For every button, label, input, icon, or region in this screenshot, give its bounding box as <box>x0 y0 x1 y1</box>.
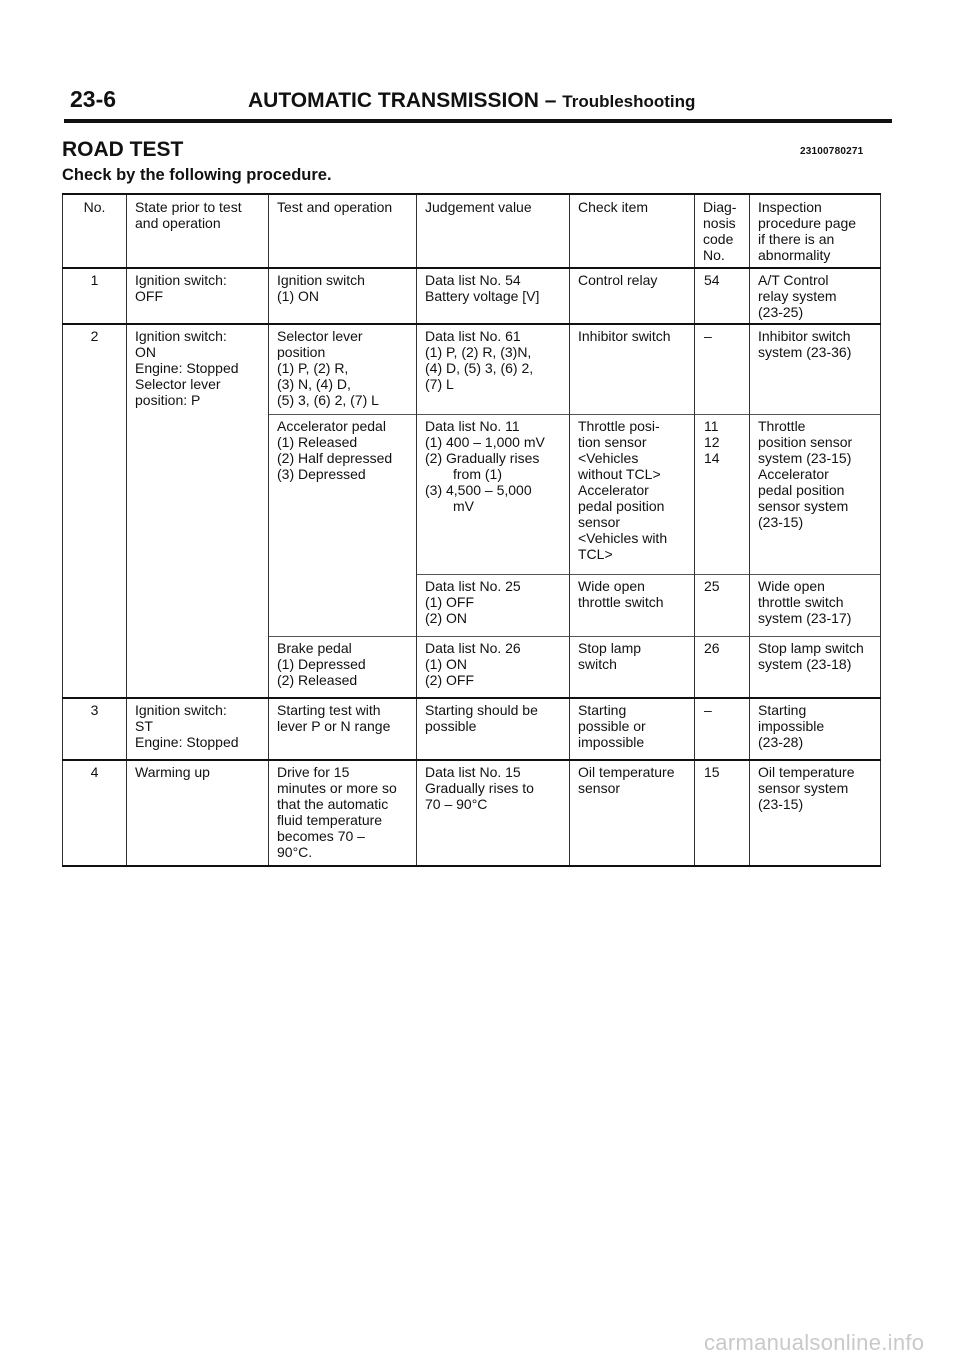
check-item-cell: Starting possible or impossible <box>570 698 695 760</box>
check-item-cell: Control relay <box>570 268 695 324</box>
inspection-cell: Wide open throttle switch system (23-17) <box>750 574 881 636</box>
road-test-table <box>62 193 881 867</box>
col-header-inspection: Inspection procedure page if there is an abnormality <box>750 194 881 268</box>
judgement-cell: Starting should be possible <box>417 698 570 760</box>
diagnosis-code-cell: 54 <box>695 268 750 324</box>
state-cell: Ignition switch: ON Engine: Stopped Selector lever position: P <box>127 324 269 698</box>
col-header-state: State prior to test and operation <box>127 194 269 268</box>
diagnosis-code-cell: 25 <box>695 574 750 636</box>
row-number: 3 <box>63 698 127 760</box>
check-item-cell: Stop lamp switch <box>570 636 695 698</box>
page-number: 23-6 <box>70 86 117 112</box>
diagnosis-code-cell: – <box>695 698 750 760</box>
inspection-cell: Inhibitor switch system (23-36) <box>750 324 881 414</box>
check-item-cell: Inhibitor switch <box>570 324 695 414</box>
subchapter-title: Troubleshooting <box>562 92 696 111</box>
test-cell: Brake pedal (1) Depressed (2) Released <box>269 636 417 698</box>
inspection-cell: Stop lamp switch system (23-18) <box>750 636 881 698</box>
site-watermark: carmanualsonline.info <box>704 1330 925 1355</box>
state-cell: Ignition switch: OFF <box>127 268 269 324</box>
col-header-judgement: Judgement value <box>417 194 570 268</box>
check-item-cell: Wide open throttle switch <box>570 574 695 636</box>
inspection-cell: Throttle position sensor system (23-15) Accelerator pedal position sensor system (23-15) <box>750 414 881 574</box>
test-cell: Selector lever position (1) P, (2) R, (3) N, (4) D, (5) 3, (6) 2, (7) L <box>269 324 417 414</box>
table-row <box>63 268 881 324</box>
test-cell: Ignition switch (1) ON <box>269 268 417 324</box>
col-header-no: No. <box>63 194 127 268</box>
diagnosis-code-cell: 15 <box>695 760 750 866</box>
table-row <box>63 760 881 866</box>
inspection-cell: Starting impossible (23-28) <box>750 698 881 760</box>
document-code: 23100780271 <box>800 146 864 157</box>
judgement-cell: Data list No. 25 (1) OFF (2) ON <box>417 574 570 636</box>
judgement-cell: Data list No. 26 (1) ON (2) OFF <box>417 636 570 698</box>
chapter-title: AUTOMATIC TRANSMISSION <box>248 89 539 112</box>
inspection-cell: Oil temperature sensor system (23-15) <box>750 760 881 866</box>
diagnosis-code-cell: – <box>695 324 750 414</box>
col-header-test: Test and operation <box>269 194 417 268</box>
judgement-cell: Data list No. 15 Gradually rises to 70 – 90°C <box>417 760 570 866</box>
row-number: 1 <box>63 268 127 324</box>
col-header-diagnosis-code: Diag- nosis code No. <box>695 194 750 268</box>
diagnosis-code-cell: 26 <box>695 636 750 698</box>
header-separator: – <box>544 89 557 112</box>
col-header-check-item: Check item <box>570 194 695 268</box>
table-row <box>63 698 881 760</box>
state-cell: Ignition switch: ST Engine: Stopped <box>127 698 269 760</box>
section-title: ROAD TEST <box>62 138 184 161</box>
check-item-cell: Throttle posi- tion sensor <Vehicles without TCL> Accelerator pedal position sensor <Vehicles with TCL> <box>570 414 695 574</box>
diagnosis-code-cell: 11 12 14 <box>695 414 750 574</box>
judgement-cell: Data list No. 61 (1) P, (2) R, (3)N, (4) D, (5) 3, (6) 2, (7) L <box>417 324 570 414</box>
state-cell: Warming up <box>127 760 269 866</box>
judgement-cell: Data list No. 54 Battery voltage [V] <box>417 268 570 324</box>
row-number: 4 <box>63 760 127 866</box>
test-cell: Drive for 15 minutes or more so that the automatic fluid temperature becomes 70 – 90°C. <box>269 760 417 866</box>
page-header <box>70 86 890 115</box>
table-header-row <box>63 194 881 268</box>
check-item-cell: Oil temperature sensor <box>570 760 695 866</box>
test-cell: Accelerator pedal (1) Released (2) Half depressed (3) Depressed <box>269 414 417 636</box>
section-intro: Check by the following procedure. <box>62 166 332 184</box>
header-rule <box>64 119 892 123</box>
table-row <box>63 324 881 414</box>
judgement-cell: Data list No. 11 (1) 400 – 1,000 mV (2) Gradually rises from (1) (3) 4,500 – 5,000 mV <box>417 414 570 574</box>
row-number: 2 <box>63 324 127 698</box>
inspection-cell: A/T Control relay system (23-25) <box>750 268 881 324</box>
test-cell: Starting test with lever P or N range <box>269 698 417 760</box>
